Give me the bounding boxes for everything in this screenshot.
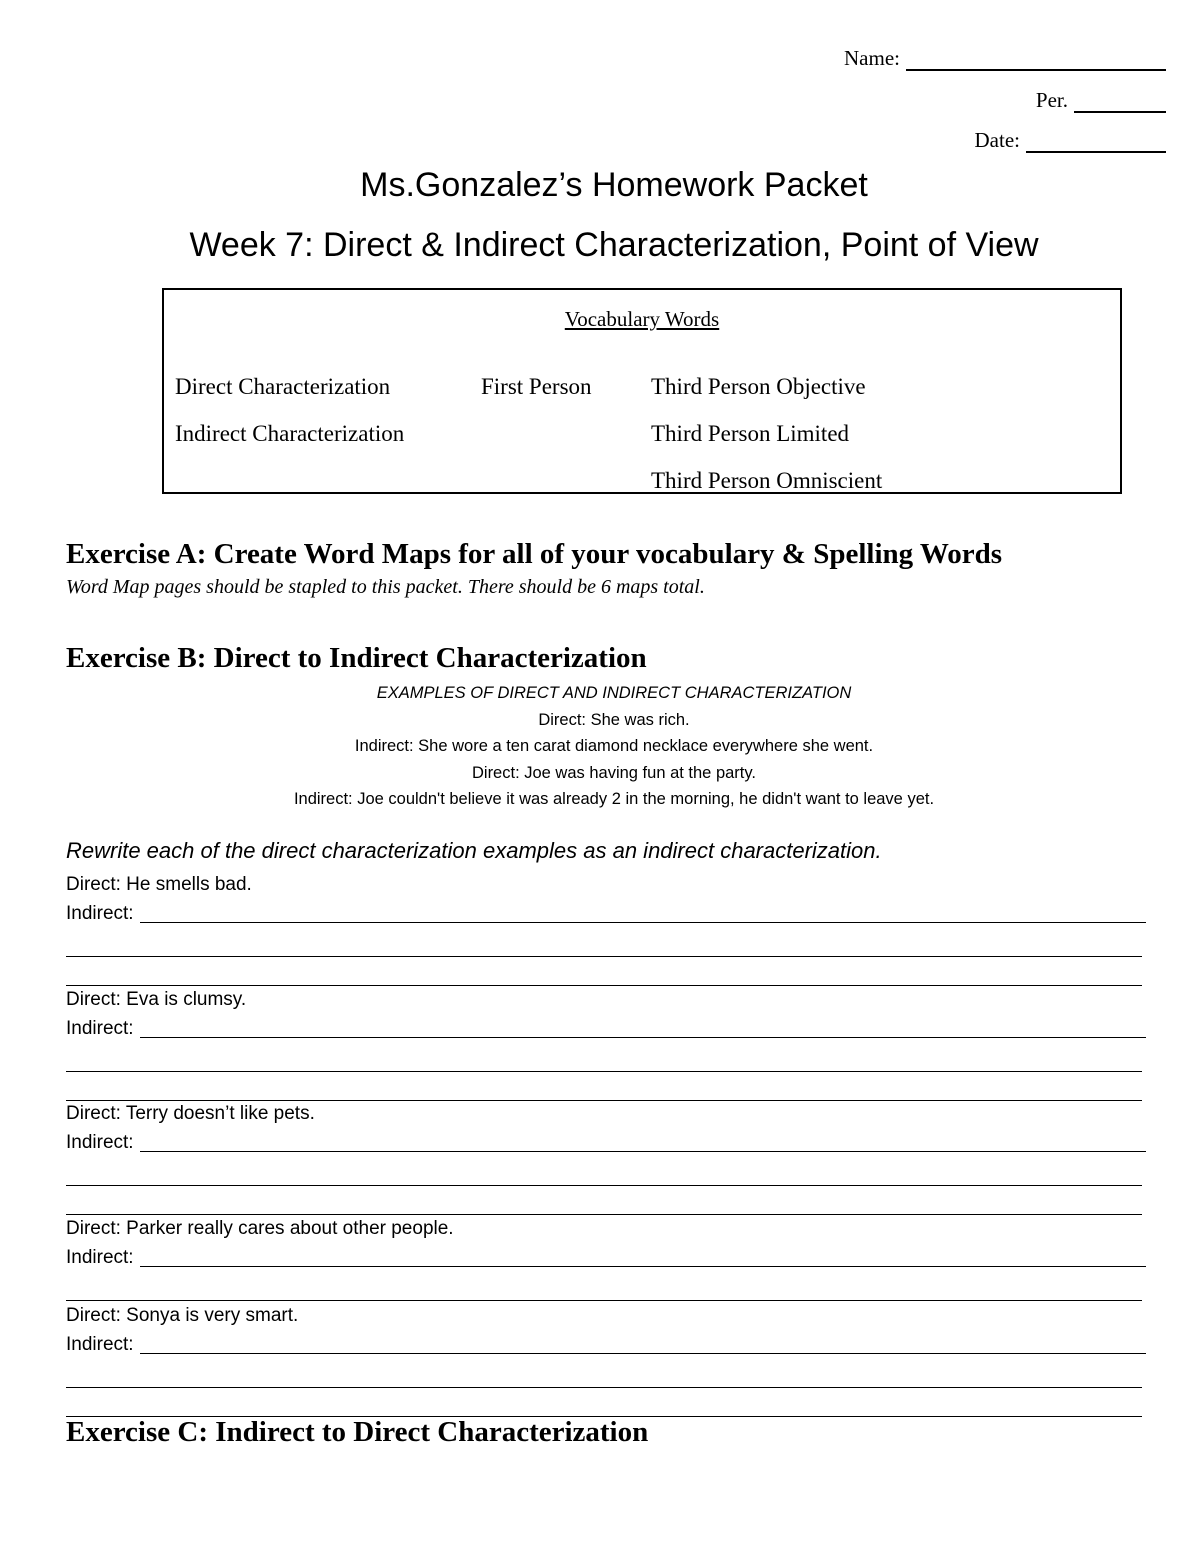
indirect-answer-row[interactable]: [66, 1243, 1146, 1272]
exercise-item: [66, 1099, 1146, 1215]
date-blank-line[interactable]: [1026, 131, 1166, 153]
name-blank-line[interactable]: [906, 49, 1166, 71]
example-line: Direct: She was rich.: [538, 710, 690, 729]
examples-title: EXAMPLES OF DIRECT AND INDIRECT CHARACTERIZATION: [376, 684, 852, 702]
name-label: Name:: [844, 46, 900, 70]
vocabulary-heading: Vocabulary Words: [564, 307, 720, 331]
direct-prompt: Direct: He smells bad.: [66, 874, 252, 895]
exercise-item: [66, 1301, 1146, 1417]
characterization-examples: [0, 680, 1200, 813]
vocabulary-box: [162, 288, 1122, 494]
answer-line[interactable]: [66, 957, 1142, 986]
answer-line[interactable]: [66, 928, 1142, 957]
vocab-word: Direct Characterization: [175, 374, 391, 399]
period-label: Per.: [1035, 88, 1068, 112]
answer-line[interactable]: [140, 1151, 1146, 1152]
exercise-item: [66, 870, 1146, 986]
indirect-answer-row[interactable]: [66, 899, 1146, 928]
direct-prompt: Direct: Parker really cares about other people.: [66, 1218, 454, 1239]
vocab-word: Indirect Characterization: [175, 421, 405, 446]
answer-line[interactable]: [66, 1359, 1142, 1388]
example-line: Direct: Joe was having fun at the party.: [471, 763, 756, 782]
answer-line[interactable]: [140, 1353, 1146, 1354]
indirect-label: Indirect:: [66, 1334, 134, 1355]
indirect-answer-row[interactable]: [66, 1014, 1146, 1043]
answer-line[interactable]: [140, 922, 1146, 923]
indirect-label: Indirect:: [66, 1247, 134, 1268]
exercise-item: [66, 1214, 1146, 1301]
answer-line[interactable]: [66, 1186, 1142, 1215]
vocab-word: Third Person Limited: [651, 421, 850, 446]
answer-line[interactable]: [66, 1388, 1142, 1417]
vocab-word: Third Person Omniscient: [651, 468, 883, 493]
example-line: Indirect: Joe couldn't believe it was already 2 in the morning, he didn't want to leave yet.: [293, 790, 935, 808]
answer-line[interactable]: [66, 1072, 1142, 1101]
date-label: Date:: [974, 128, 1020, 152]
exercise-a-heading: Exercise A: Create Word Maps for all of your vocabulary & Spelling Words: [66, 538, 1003, 570]
indirect-answer-row[interactable]: [66, 1330, 1146, 1359]
indirect-label: Indirect:: [66, 1132, 134, 1153]
direct-prompt: Direct: Terry doesn’t like pets.: [66, 1103, 315, 1124]
direct-prompt: Direct: Sonya is very smart.: [66, 1305, 299, 1326]
vocab-word: First Person: [481, 374, 592, 399]
exercise-b-heading: Exercise B: Direct to Indirect Characterization: [66, 642, 647, 674]
answer-line[interactable]: [66, 1272, 1142, 1301]
answer-line[interactable]: [66, 1043, 1142, 1072]
exercise-a-note: Word Map pages should be stapled to this packet. There should be 6 maps total.: [66, 576, 705, 598]
answer-line[interactable]: [140, 1037, 1146, 1038]
date-field[interactable]: [975, 128, 1166, 153]
name-field[interactable]: [844, 46, 1166, 71]
period-blank-line[interactable]: [1074, 91, 1166, 113]
indirect-label: Indirect:: [66, 1018, 134, 1039]
exercise-item: [66, 985, 1146, 1101]
indirect-answer-row[interactable]: [66, 1128, 1146, 1157]
vocab-word: Third Person Objective: [651, 374, 866, 399]
answer-line[interactable]: [66, 1157, 1142, 1186]
direct-prompt: Direct: Eva is clumsy.: [66, 989, 247, 1010]
exercise-c-heading: Exercise C: Indirect to Direct Characterization: [66, 1416, 649, 1448]
answer-line[interactable]: [140, 1266, 1146, 1267]
indirect-label: Indirect:: [66, 903, 134, 924]
exercise-b-instruction: Rewrite each of the direct characterization examples as an indirect characterization.: [66, 838, 882, 863]
period-field[interactable]: [1036, 88, 1166, 113]
week-title: Week 7: Direct & Indirect Characterization, Point of View: [189, 226, 1039, 264]
packet-title: Ms.Gonzalez’s Homework Packet: [360, 166, 868, 204]
example-line: Indirect: She wore a ten carat diamond necklace everywhere she went.: [354, 737, 874, 755]
